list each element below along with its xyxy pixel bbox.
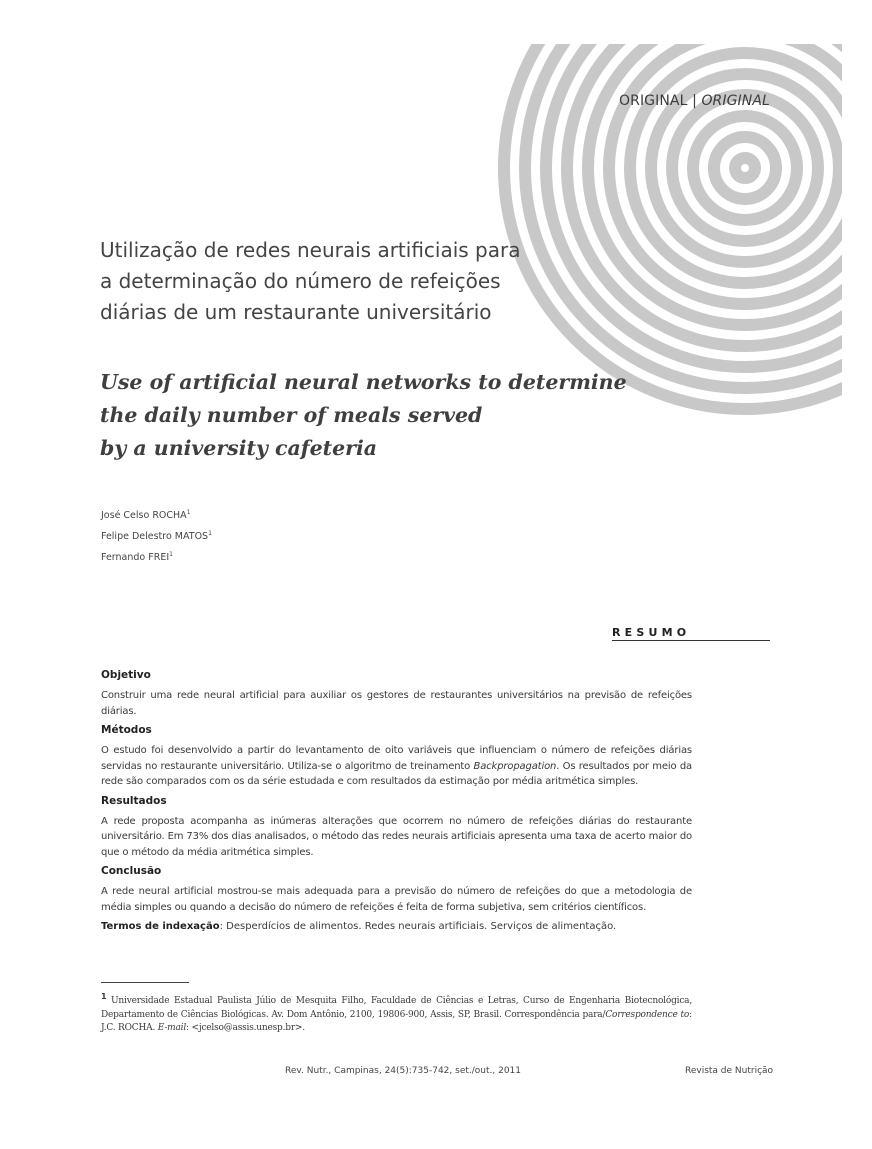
article-type-pt: ORIGINAL	[619, 93, 688, 109]
author: Fernando FREI$^1$	[101, 551, 173, 563]
article-type-separator: |	[687, 93, 702, 109]
article-type-en: ORIGINAL	[701, 93, 770, 109]
article-type-label	[619, 93, 770, 109]
title-en-line: Use of artificial neural networks to determine	[100, 370, 627, 394]
title-pt-line: a determinação do número de refeições	[100, 269, 501, 293]
abstract	[101, 668, 692, 934]
affiliation-marker: 1	[186, 509, 191, 516]
objetivo-heading: Objetivo	[101, 669, 151, 681]
title-pt-line: Utilização de redes neurais artificiais para	[100, 238, 521, 262]
metodos-text: O estudo foi desenvolvido a partir do levantamento de oito variáveis que influenciam o número de refeições diárias servidas no restaurante universitário. Utiliza-se o algoritmo de treinamento Backpropagation. Os resultados por meio da rede são comparados com os da série estudada e com resultados da estimação por média aritmética simples.	[101, 745, 692, 787]
title-portuguese	[100, 235, 520, 328]
conclusao-text: A rede neural artificial mostrou-se mais adequada para a previsão do número de refeições do que a metodologia de média simples ou quando a decisão do número de refeições é feita de forma subjetiva, sem critérios científicos.	[101, 886, 692, 913]
resultados-heading: Resultados	[101, 794, 167, 807]
title-pt-line: diárias de um restaurante universitário	[100, 300, 492, 324]
author: Felipe Delestro MATOS$^1$	[101, 530, 212, 542]
author: José Celso ROCHA$^1$	[101, 509, 191, 521]
journal-name: Revista de Nutrição	[685, 1066, 774, 1076]
journal-citation: Rev. Nutr., Campinas, 24(5):735-742, set./out., 2011	[285, 1066, 521, 1076]
ring-arc	[714, 137, 776, 199]
title-en-line: the daily number of meals served	[100, 403, 483, 427]
conclusao-heading: Conclusão	[101, 865, 162, 877]
resumo-heading: RESUMO	[612, 626, 770, 641]
title-english	[100, 366, 627, 465]
title-en-line: by a university cafeteria	[100, 436, 378, 460]
ring-arc	[735, 158, 755, 178]
affiliation-marker: 1	[208, 530, 212, 537]
affiliation-footnote: $^1$ Universidade Estadual Paulista Júlio de Mesquita Filho, Faculdade de Ciências e Letras, Curso de Engenharia Biotecnológica, Departamento de Ciências Biológicas. Av. Dom Antônio, 2100, 19806-900, Assis, SP, Brasil. Correspondência para/Correspondence to: J.C. ROCHA. E-mail: <jcelso@assis.unesp.br>.	[101, 992, 692, 1033]
affiliation-marker: 1	[169, 551, 173, 558]
concentric-rings-decoration	[0, 0, 872, 420]
ring-arc	[630, 53, 860, 283]
author-list	[101, 504, 212, 567]
objetivo-text: Construir uma rede neural artificial para auxiliar os gestores de restaurantes universitários na previsão de refeições diárias.	[101, 690, 692, 717]
footnote-divider	[101, 982, 189, 983]
metodos-heading: Métodos	[101, 724, 152, 736]
index-terms: Termos de indexação: Desperdícios de alimentos. Redes neurais artificiais. Serviços de alimentação.	[101, 921, 617, 932]
resultados-text: A rede proposta acompanha as inúmeras alterações que ocorrem no número de refeições diárias do restaurante universitário. Em 73% dos dias analisados, o método das redes neurais artificiais apresenta uma taxa de acerto maior do que o método da média aritmética simples.	[101, 815, 692, 858]
